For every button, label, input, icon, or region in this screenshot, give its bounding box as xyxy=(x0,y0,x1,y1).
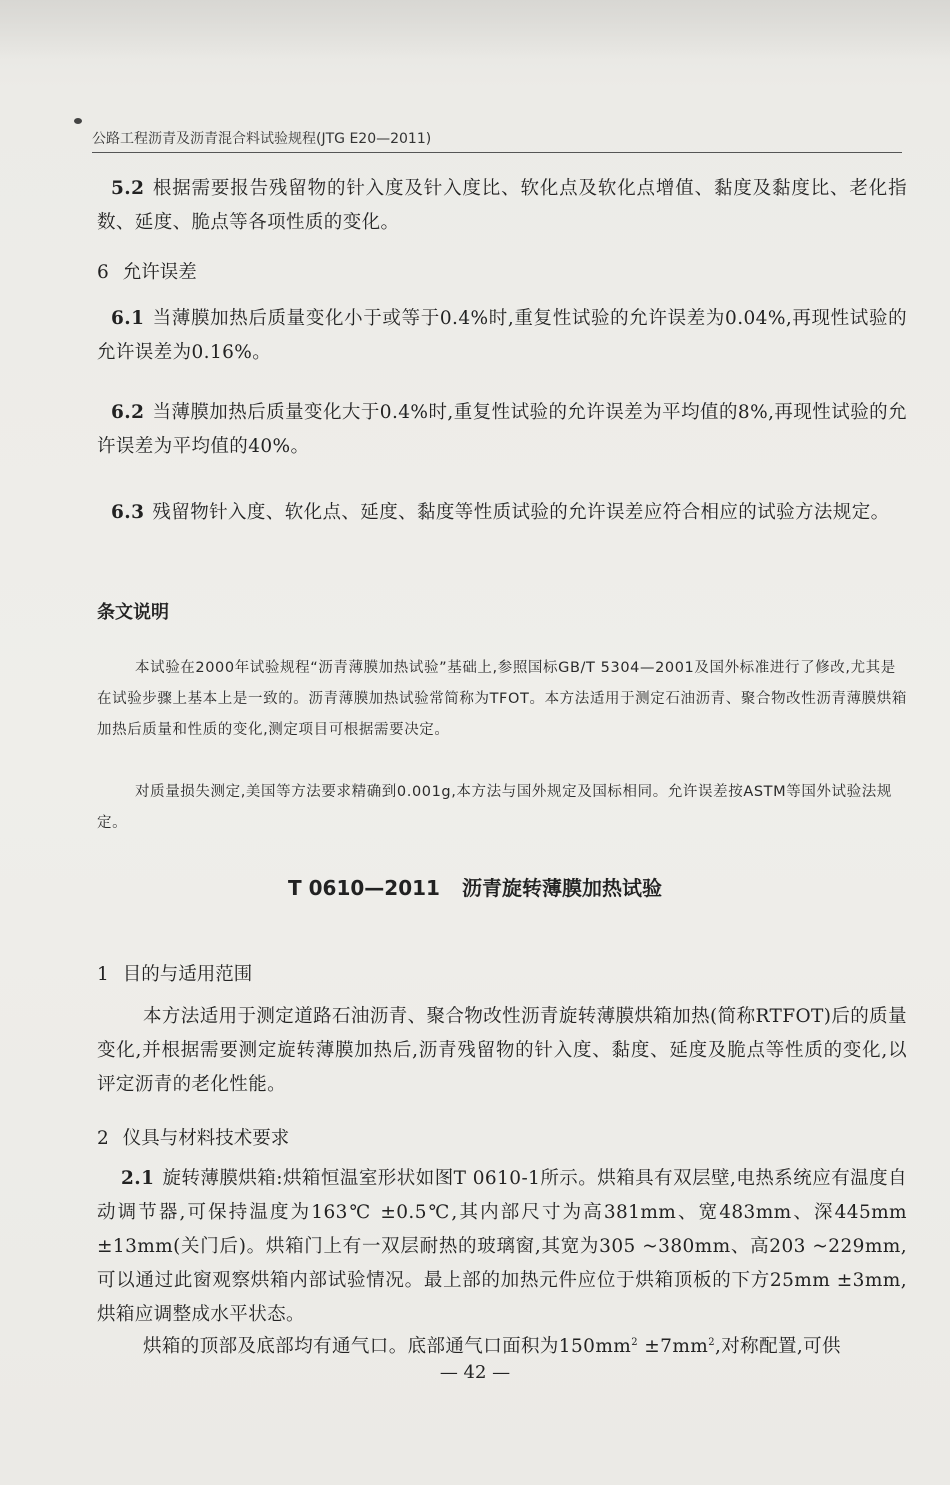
commentary-paragraph-2: 对质量损失测定,美国等方法要求精确到0.001g,本方法与国外规定及国标相同。允许误差按ASTM等国外试验法规定。 xyxy=(97,784,892,831)
clause-text: 当薄膜加热后质量变化大于0.4%时,重复性试验的允许误差为平均值的8%,再现性试验的允许误差为平均值的40%。 xyxy=(97,402,907,457)
method-name: 沥青旋转薄膜加热试验 xyxy=(461,876,662,900)
page-number: — 42 — xyxy=(439,1362,511,1383)
scan-shadow xyxy=(0,0,950,60)
vent-text-end: ,对称配置,可供 xyxy=(714,1336,841,1358)
paragraph-6-3 xyxy=(97,496,907,530)
heading-text: 仪具与材料技术要求 xyxy=(122,1128,290,1149)
heading-number: 1 xyxy=(97,964,109,985)
paragraph-vents xyxy=(97,1326,907,1364)
heading-number: 2 xyxy=(97,1128,109,1149)
clause-number: 6.1 xyxy=(111,308,145,329)
vent-text-start: 烘箱的顶部及底部均有通气口。底部通气口面积为150mm xyxy=(143,1336,632,1358)
commentary-paragraph-1: 本试验在2000年试验规程“沥青薄膜加热试验”基础上,参照国标GB/T 5304—2001及国外标准进行了修改,尤其是在试验步骤上基本上是一致的。沥青薄膜加热试验常简称为TFOT。本方法适用于测定石油沥青、聚合物改性沥青薄膜烘箱加热后质量和性质的变化,测定项目可根据需要决定。 xyxy=(97,660,907,738)
clause-number: 6.3 xyxy=(111,502,145,523)
clause-number: 5.2 xyxy=(111,178,145,199)
paragraph-6-1 xyxy=(97,302,907,370)
heading-text: 目的与适用范围 xyxy=(122,964,253,985)
running-header: 公路工程沥青及沥青混合料试验规程(JTG E20—2011) xyxy=(92,131,432,147)
clause-text: 当薄膜加热后质量变化小于或等于0.4%时,重复性试验的允许误差为0.04%,再现性试验的允许误差为0.16%。 xyxy=(97,308,907,363)
bullet-mark xyxy=(74,118,82,124)
clause-number: 6.2 xyxy=(111,402,145,423)
paragraph-2-1 xyxy=(97,1162,907,1332)
clause-text: 根据需要报告残留物的针入度及针入度比、软化点及软化点增值、黏度及黏度比、老化指数、延度、脆点等各项性质的变化。 xyxy=(97,178,907,233)
method-title xyxy=(0,872,950,901)
clause-text: 残留物针入度、软化点、延度、黏度等性质试验的允许误差应符合相应的试验方法规定。 xyxy=(152,502,890,523)
section-heading-6 xyxy=(97,258,197,284)
method-code: T 0610—2011 xyxy=(288,876,440,900)
superscript: 2 xyxy=(708,1337,715,1348)
header-rule xyxy=(92,152,902,153)
paragraph-5-2 xyxy=(97,172,907,240)
section-heading-2 xyxy=(97,1124,289,1150)
commentary-title: 条文说明 xyxy=(97,602,169,623)
vent-text-mid: ±7mm xyxy=(637,1336,709,1358)
paragraph-1-scope: 本方法适用于测定道路石油沥青、聚合物改性沥青旋转薄膜烘箱加热(简称RTFOT)后的质量变化,并根据需要测定旋转薄膜加热后,沥青残留物的针入度、黏度、延度及脆点等性质的变化,以评定沥青的老化性能。 xyxy=(97,1006,907,1095)
clause-text: 旋转薄膜烘箱:烘箱恒温室形状如图T 0610-1所示。烘箱具有双层壁,电热系统应有温度自动调节器,可保持温度为163℃ ±0.5℃,其内部尺寸为高381mm、宽483mm、深445mm ±13mm(关门后)。烘箱门上有一双层耐热的玻璃窗,其宽为305 ~380mm、高203 ~229mm,可以通过此窗观察烘箱内部试验情况。最上部的加热元件应位于烘箱顶板的下方25mm ±3mm,烘箱应调整成水平状态。 xyxy=(97,1168,907,1325)
section-heading-1 xyxy=(97,960,252,986)
heading-text: 允许误差 xyxy=(122,262,197,283)
clause-number: 2.1 xyxy=(121,1168,155,1189)
heading-number: 6 xyxy=(97,262,109,283)
superscript: 2 xyxy=(631,1337,638,1348)
paragraph-6-2 xyxy=(97,396,907,464)
